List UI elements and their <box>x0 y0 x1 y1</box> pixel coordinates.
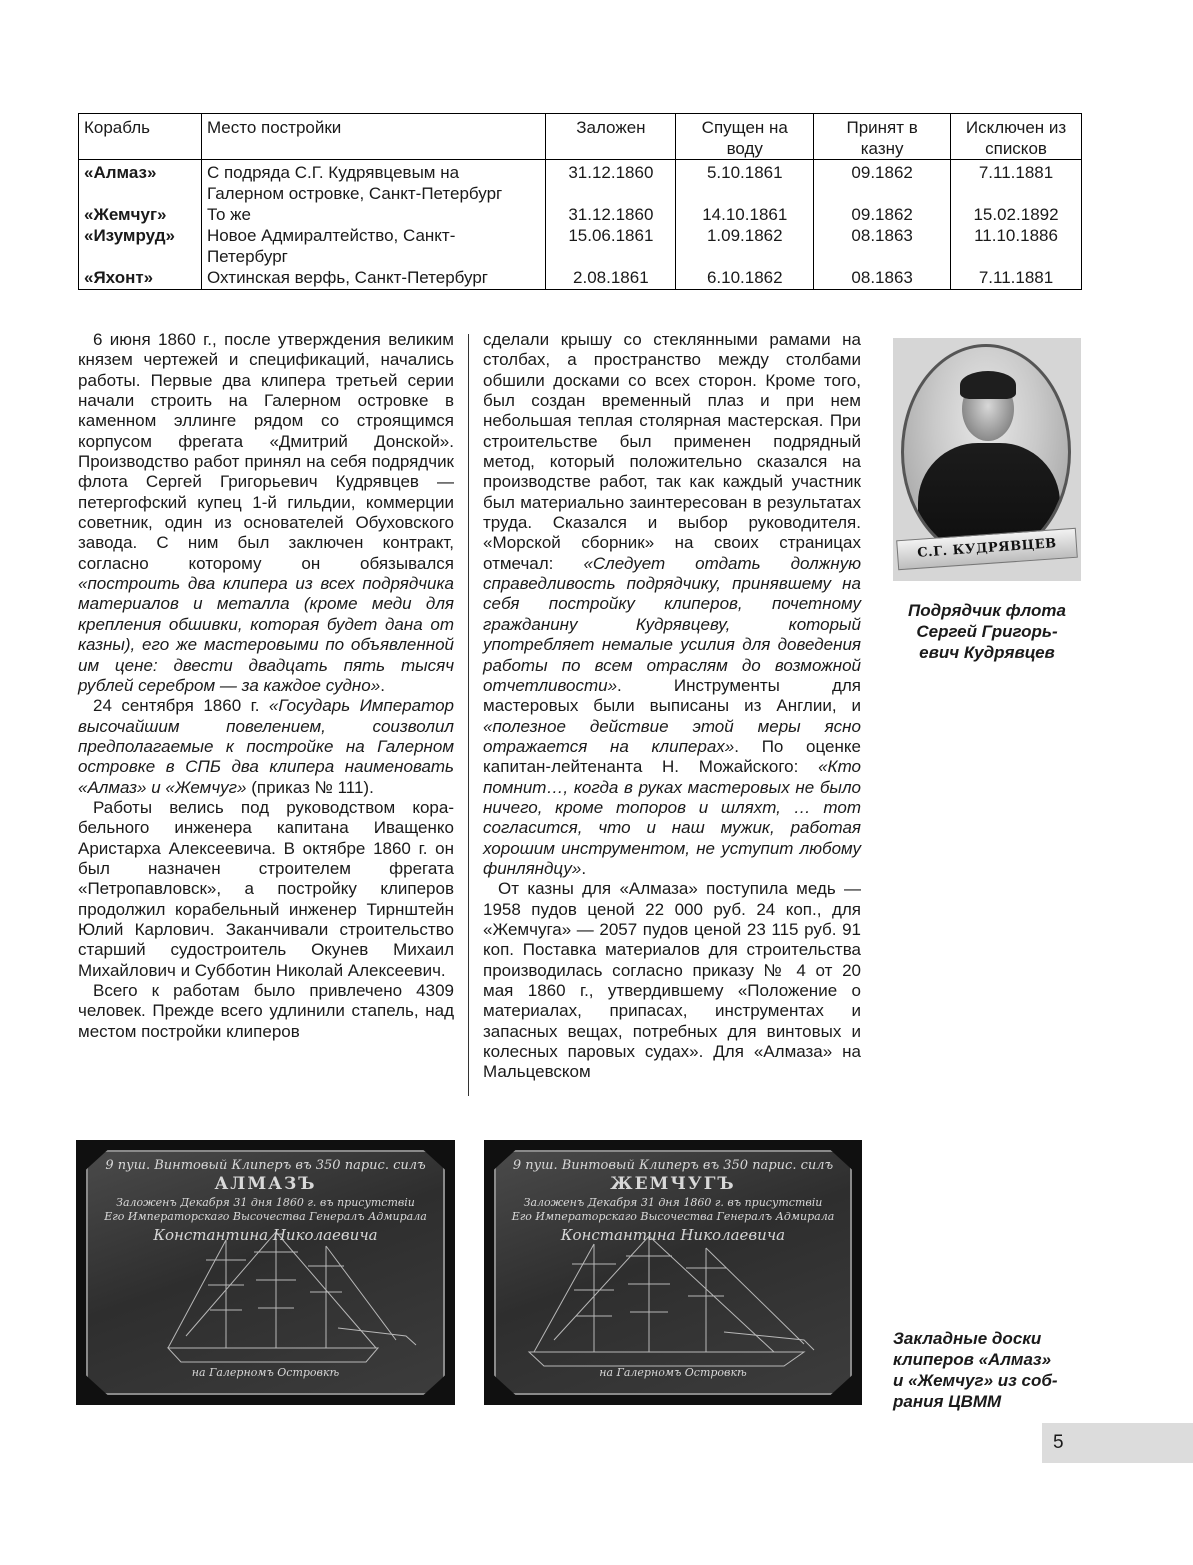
launched-date: 5.10.1861 <box>676 160 814 205</box>
header-laid: Заложен <box>546 114 676 160</box>
plaque-footer: на Галерномъ Островкѣ <box>191 1366 340 1379</box>
launched-date: 14.10.1861 <box>676 204 814 225</box>
ship-name: «Изумруд» <box>79 225 202 267</box>
laid-date: 31.12.1860 <box>546 204 676 225</box>
ships-table <box>78 113 1082 290</box>
header-place: Место постройки <box>201 114 545 160</box>
struck-date: 11.10.1886 <box>951 225 1082 267</box>
ship-name: «Жемчуг» <box>79 204 202 225</box>
plaque-line: Его Императорскаго Высочества Генералъ Адмирала <box>104 1210 427 1223</box>
struck-date: 7.11.1881 <box>951 267 1082 290</box>
header-struck: Исключен из списков <box>951 114 1082 160</box>
table-row <box>79 204 1082 225</box>
paragraph: 6 июня 1860 г., после утверждения великим князем чертежей и спецификаций, начались работы. Первые два клипера третьей серии начали строить на Галерном островке в каменном эллинге рядом со строящимся корпусом фрегата «Дмитрий Донской». Производство работ принял на себя подрядчик флота Сергей Григорьевич Кудрявцев — петергофский купец 1-й гильдии, коммерции советник, один из основателей Обуховского завода. С ним был заключен контракт, согласно которому он обязывался «построить два клипера из всех подрядчика материалов и металла (кроме меди для крепления обшивки, которая будет дана от казны), его же мастеровыми по объявленной им цене: двести двадцать пять тысяч рублей серебром — за каждое судно». <box>78 330 454 695</box>
plaque-title: АЛМАЗЪ <box>214 1174 317 1194</box>
paragraph: Всего к работам было привлечено 4309 человек. Прежде всего удлинили стапель, над местом постройки клиперов <box>78 981 454 1041</box>
ship-name: «Яхонт» <box>79 267 202 290</box>
plaque-footer: на Галерномъ Островкѣ <box>599 1366 747 1379</box>
commissioned-date: 08.1863 <box>814 225 951 267</box>
build-place: То же <box>201 204 545 225</box>
plaque-line: 9 пуш. Винтовый Клиперъ въ 350 парис. силъ <box>105 1158 426 1173</box>
build-place: С подряда С.Г. Кудрявцевым на Галерном островке, Санкт-Петербург <box>201 160 545 205</box>
paragraph: От казны для «Алмаза» поступила медь — 1958 пудов ценой 22 000 руб. 24 коп., для «Жемчуга» — 2057 пудов ценой 23 115 руб. 91 коп. Поставка материалов для строительства производилась согласно приказу № 4 от 20 мая 1860 г., утвердившему «Положение о материалах, припасах, инструментах и запасных вещах, потребных для винтовых и колесных паровых судах». Для «Алмаза» на Мальцевском <box>483 879 861 1082</box>
header-launched: Спущен на воду <box>676 114 814 160</box>
page-number: 5 <box>1042 1423 1193 1463</box>
laid-date: 31.12.1860 <box>546 160 676 205</box>
commissioned-date: 08.1863 <box>814 267 951 290</box>
plaques-caption: Закладные доски клиперов «Алмаз» и «Жемчуг» из соб- рания ЦВММ <box>893 1329 1058 1411</box>
table-row <box>79 225 1082 267</box>
plaque-line: Заложенъ Декабря 31 дня 1860 г. въ присутствiи <box>523 1196 823 1209</box>
plaque-line: Константина Николаевича <box>153 1226 378 1244</box>
column-divider <box>468 334 469 1096</box>
plaque-line: Его Императорскаго Высочества Генералъ Адмирала <box>511 1210 835 1223</box>
struck-date: 15.02.1892 <box>951 204 1082 225</box>
paragraph: Работы велись под руководством корабельного инженера капитана Иващенко Аристарха Алексеевича. В октябре 1860 г. он был назначен строителем фрегата «Петропавловск», а постройку клиперов продолжил корабельный инженер Тирнштейн Юлий Карлович. Заканчивали строительство старший судостроитель Окунев Михаил Михайлович и Субботин Николай Алексеевич. <box>78 797 454 980</box>
portrait-photo <box>893 338 1081 581</box>
laid-date: 15.06.1861 <box>546 225 676 267</box>
table-row <box>79 160 1082 205</box>
plaque-almaz-photo <box>76 1140 455 1405</box>
text-column-middle <box>483 330 861 1083</box>
header-commissioned: Принят в казну <box>814 114 951 160</box>
launched-date: 1.09.1862 <box>676 225 814 267</box>
plaque-line: 9 пуш. Винтовый Клиперъ въ 350 парис. силъ <box>512 1158 834 1173</box>
paragraph: 24 сентября 1860 г. «Государь Император высочайшим повелением, соизволил предполагаемые к постройке на Галерном островке в СПБ два клипера наименовать «Алмаз» и «Жемчуг» (приказ № 111). <box>78 696 454 797</box>
portrait-ribbon: С.Г. КУДРЯВЦЕВ <box>896 528 1078 570</box>
commissioned-date: 09.1862 <box>814 160 951 205</box>
commissioned-date: 09.1862 <box>814 204 951 225</box>
build-place: Новое Адмиралтейство, Санкт- Петербург <box>201 225 545 267</box>
ship-name: «Алмаз» <box>79 160 202 205</box>
text-column-left <box>78 330 454 1042</box>
plaque-title: ЖЕМЧУГЪ <box>610 1174 736 1194</box>
paragraph: сделали крышу со стеклянными рамами на столбах, а пространство между столбами обшили досками со всех сторон. Кроме того, был создан временный плаз и при нем небольшая теплая столярная мастерская. При строительстве был применен подрядный метод, который положительно сказался на производстве работ, так как каждый участник был материально заинтересован в результатах труда. Сказался и выбор руководителя. «Морской сборник» на своих страницах отмечал: «Следует отдать должную справедливость подрядчику, принявшему на себя постройку клиперов, почетному гражданину Кудрявцеву, который употребляет немалые усилия для доведения работы по всем отраслям до возможной отчетливости». Инструменты для мастеровых были выписаны из Англии, и «полезное действие этой меры ясно отражается на клиперах». По оценке капитан-лейтенанта Н. Можайского: «Кто помнит…, когда в руках мастеровых не было ничего, кроме топоров и шляхт, … тот согласится, что и наш мужик, работая хорошим инструментом, не уступит любому финляндцу». <box>483 330 861 878</box>
plaque-line: Константина Николаевича <box>560 1226 786 1244</box>
table-row <box>79 267 1082 290</box>
plaque-line: Заложенъ Декабря 31 дня 1860 г. въ присутствiи <box>116 1196 415 1209</box>
header-ship: Корабль <box>79 114 202 160</box>
table-header-row <box>79 114 1082 160</box>
portrait-oval-frame <box>901 344 1071 560</box>
portrait-caption: Подрядчик флота Сергей Григорь- евич Кудрявцев <box>907 601 1066 662</box>
plaque-zhemchug-photo <box>484 1140 862 1405</box>
launched-date: 6.10.1862 <box>676 267 814 290</box>
struck-date: 7.11.1881 <box>951 160 1082 205</box>
portrait-hair <box>960 371 1016 399</box>
laid-date: 2.08.1861 <box>546 267 676 290</box>
build-place: Охтинская верфь, Санкт-Петербург <box>201 267 545 290</box>
